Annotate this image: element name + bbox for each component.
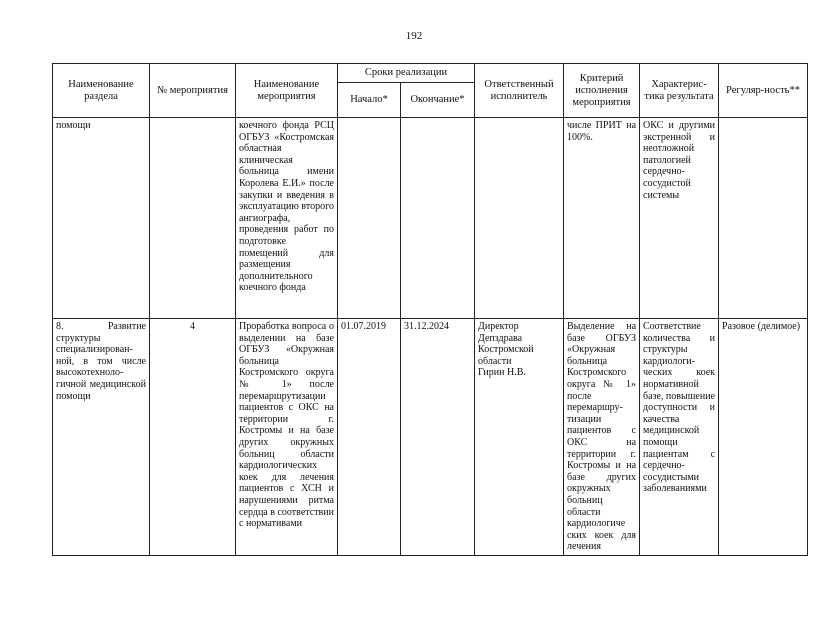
header-end: Окончание* bbox=[401, 83, 475, 118]
cell-criterion: числе ПРИТ на 100%. bbox=[564, 118, 640, 319]
cell-section: 8. Развитие структуры специализирован-ной, в том числе высокотехноло-гичной медицинской помощи bbox=[53, 319, 150, 556]
cell-number: 4 bbox=[150, 319, 236, 556]
header-responsible: Ответственный исполнитель bbox=[475, 64, 564, 118]
table-row bbox=[53, 319, 808, 556]
activities-table bbox=[52, 63, 808, 556]
cell-result: ОКС и другими экстренной и неотложной патологией сердечно-сосудистой системы bbox=[640, 118, 719, 319]
cell-section: помощи bbox=[53, 118, 150, 319]
header-activity-name: Наименование мероприятия bbox=[236, 64, 338, 118]
header-regularity: Регуляр-ность** bbox=[719, 64, 808, 118]
cell-regularity bbox=[719, 118, 808, 319]
header-result: Характерис-тика результата bbox=[640, 64, 719, 118]
table-row bbox=[53, 118, 808, 319]
cell-start: 01.07.2019 bbox=[338, 319, 401, 556]
cell-responsible bbox=[475, 118, 564, 319]
header-start: Начало* bbox=[338, 83, 401, 118]
header-criterion: Критерий исполнения мероприятия bbox=[564, 64, 640, 118]
cell-result: Соответствие количества и структуры кардиологи-ческих коек нормативной базе, повышение доступности и качества медицинской помощи пациентам с сердечно-сосудистыми заболеваниями bbox=[640, 319, 719, 556]
page-number: 192 bbox=[405, 30, 423, 42]
header-section-name: Наименование раздела bbox=[53, 64, 150, 118]
cell-activity-name: коечного фонда РСЦ ОГБУЗ «Костромская областная клиническая больница имени Королева Е.И.» после закупки и введения в эксплуатацию второго ангиографа, проведения работ по подготовке помещений для размещения дополнительного коечного фонда bbox=[236, 118, 338, 319]
cell-start bbox=[338, 118, 401, 319]
cell-end bbox=[401, 118, 475, 319]
header-deadlines: Сроки реализации bbox=[338, 64, 475, 83]
cell-end: 31.12.2024 bbox=[401, 319, 475, 556]
cell-activity-name: Проработка вопроса о выделении на базе ОГБУЗ «Окружная больница Костромского округа № 1» после перемаршрутизации пациентов с ОКС на территории г. Костромы и на базе других окружных больниц области кардиологических коек для лечения пациентов с ХСН и нарушениями ритма сердца в соответствии с нормативами bbox=[236, 319, 338, 556]
header-activity-number: № мероприятия bbox=[150, 64, 236, 118]
table-header bbox=[53, 64, 808, 118]
cell-regularity: Разовое (делимое) bbox=[719, 319, 808, 556]
cell-criterion: Выделение на базе ОГБУЗ «Окружная больница Костромского округа № 1» после перемаршру-тизации пациентов с ОКС на территории г. Костромы и на базе других окружных больниц области кардиологиче ских коек для лечения bbox=[564, 319, 640, 556]
cell-responsible: Директор Депздрава Костромской области Гирин Н.В. bbox=[475, 319, 564, 556]
cell-number bbox=[150, 118, 236, 319]
